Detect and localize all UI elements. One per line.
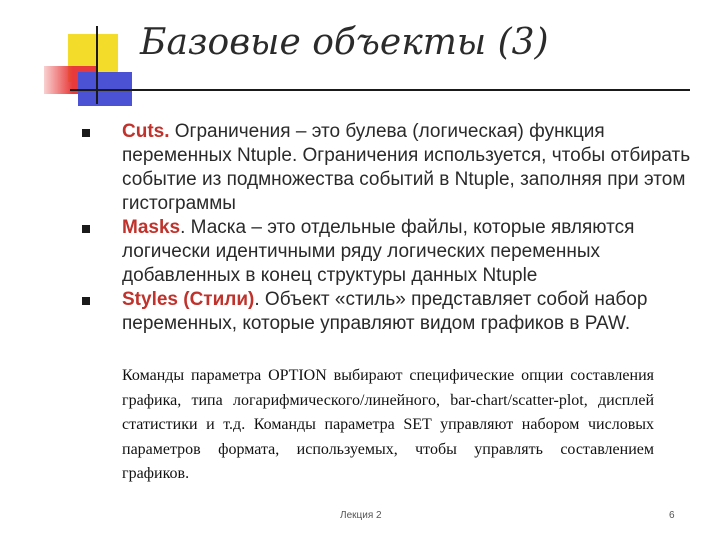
footer-label: Лекция 2	[340, 510, 382, 521]
bullet-text: . Маска – это отдельные файлы, которые являются логически идентичными ряду логических переменных добавленных в конец структуры данных Ntuple	[122, 217, 635, 286]
bullet-masks	[82, 216, 692, 288]
bullet-square-icon	[82, 297, 90, 305]
bullet-square-icon	[82, 129, 90, 137]
bullet-list	[82, 120, 692, 336]
bullet-text: Ограничения – это булева (логическая) функция переменных Ntuple. Ограничения используется, чтобы отбирать событие из подмножества событий в Ntuple, заполняя при этом гистограммы	[122, 121, 691, 214]
bullet-text: . Объект «стиль» представляет собой набор переменных, которые управляют видом графиков в PAW.	[122, 289, 648, 334]
option-paragraph: Команды параметра OPTION выбирают специфические опции составления графика, типа логарифмического/линейного, bar-chart/scatter-plot, дисплей статистики и т.д. Команды параметра SET управляют набором числовых параметров формата, используемых, чтобы управлять составлением графиков.	[122, 367, 654, 482]
decor-vertical-line	[96, 26, 98, 104]
bullet-keyword: Cuts.	[122, 121, 170, 142]
bullet-styles	[82, 288, 692, 336]
decor-horizontal-line	[70, 89, 690, 91]
bullet-cuts	[82, 120, 692, 216]
page-number: 6	[669, 510, 675, 521]
bullet-keyword: Styles (Стили)	[122, 289, 255, 310]
slide-title: Базовые объекты (3)	[140, 22, 549, 63]
bullet-square-icon	[82, 225, 90, 233]
bullet-keyword: Masks	[122, 217, 181, 238]
